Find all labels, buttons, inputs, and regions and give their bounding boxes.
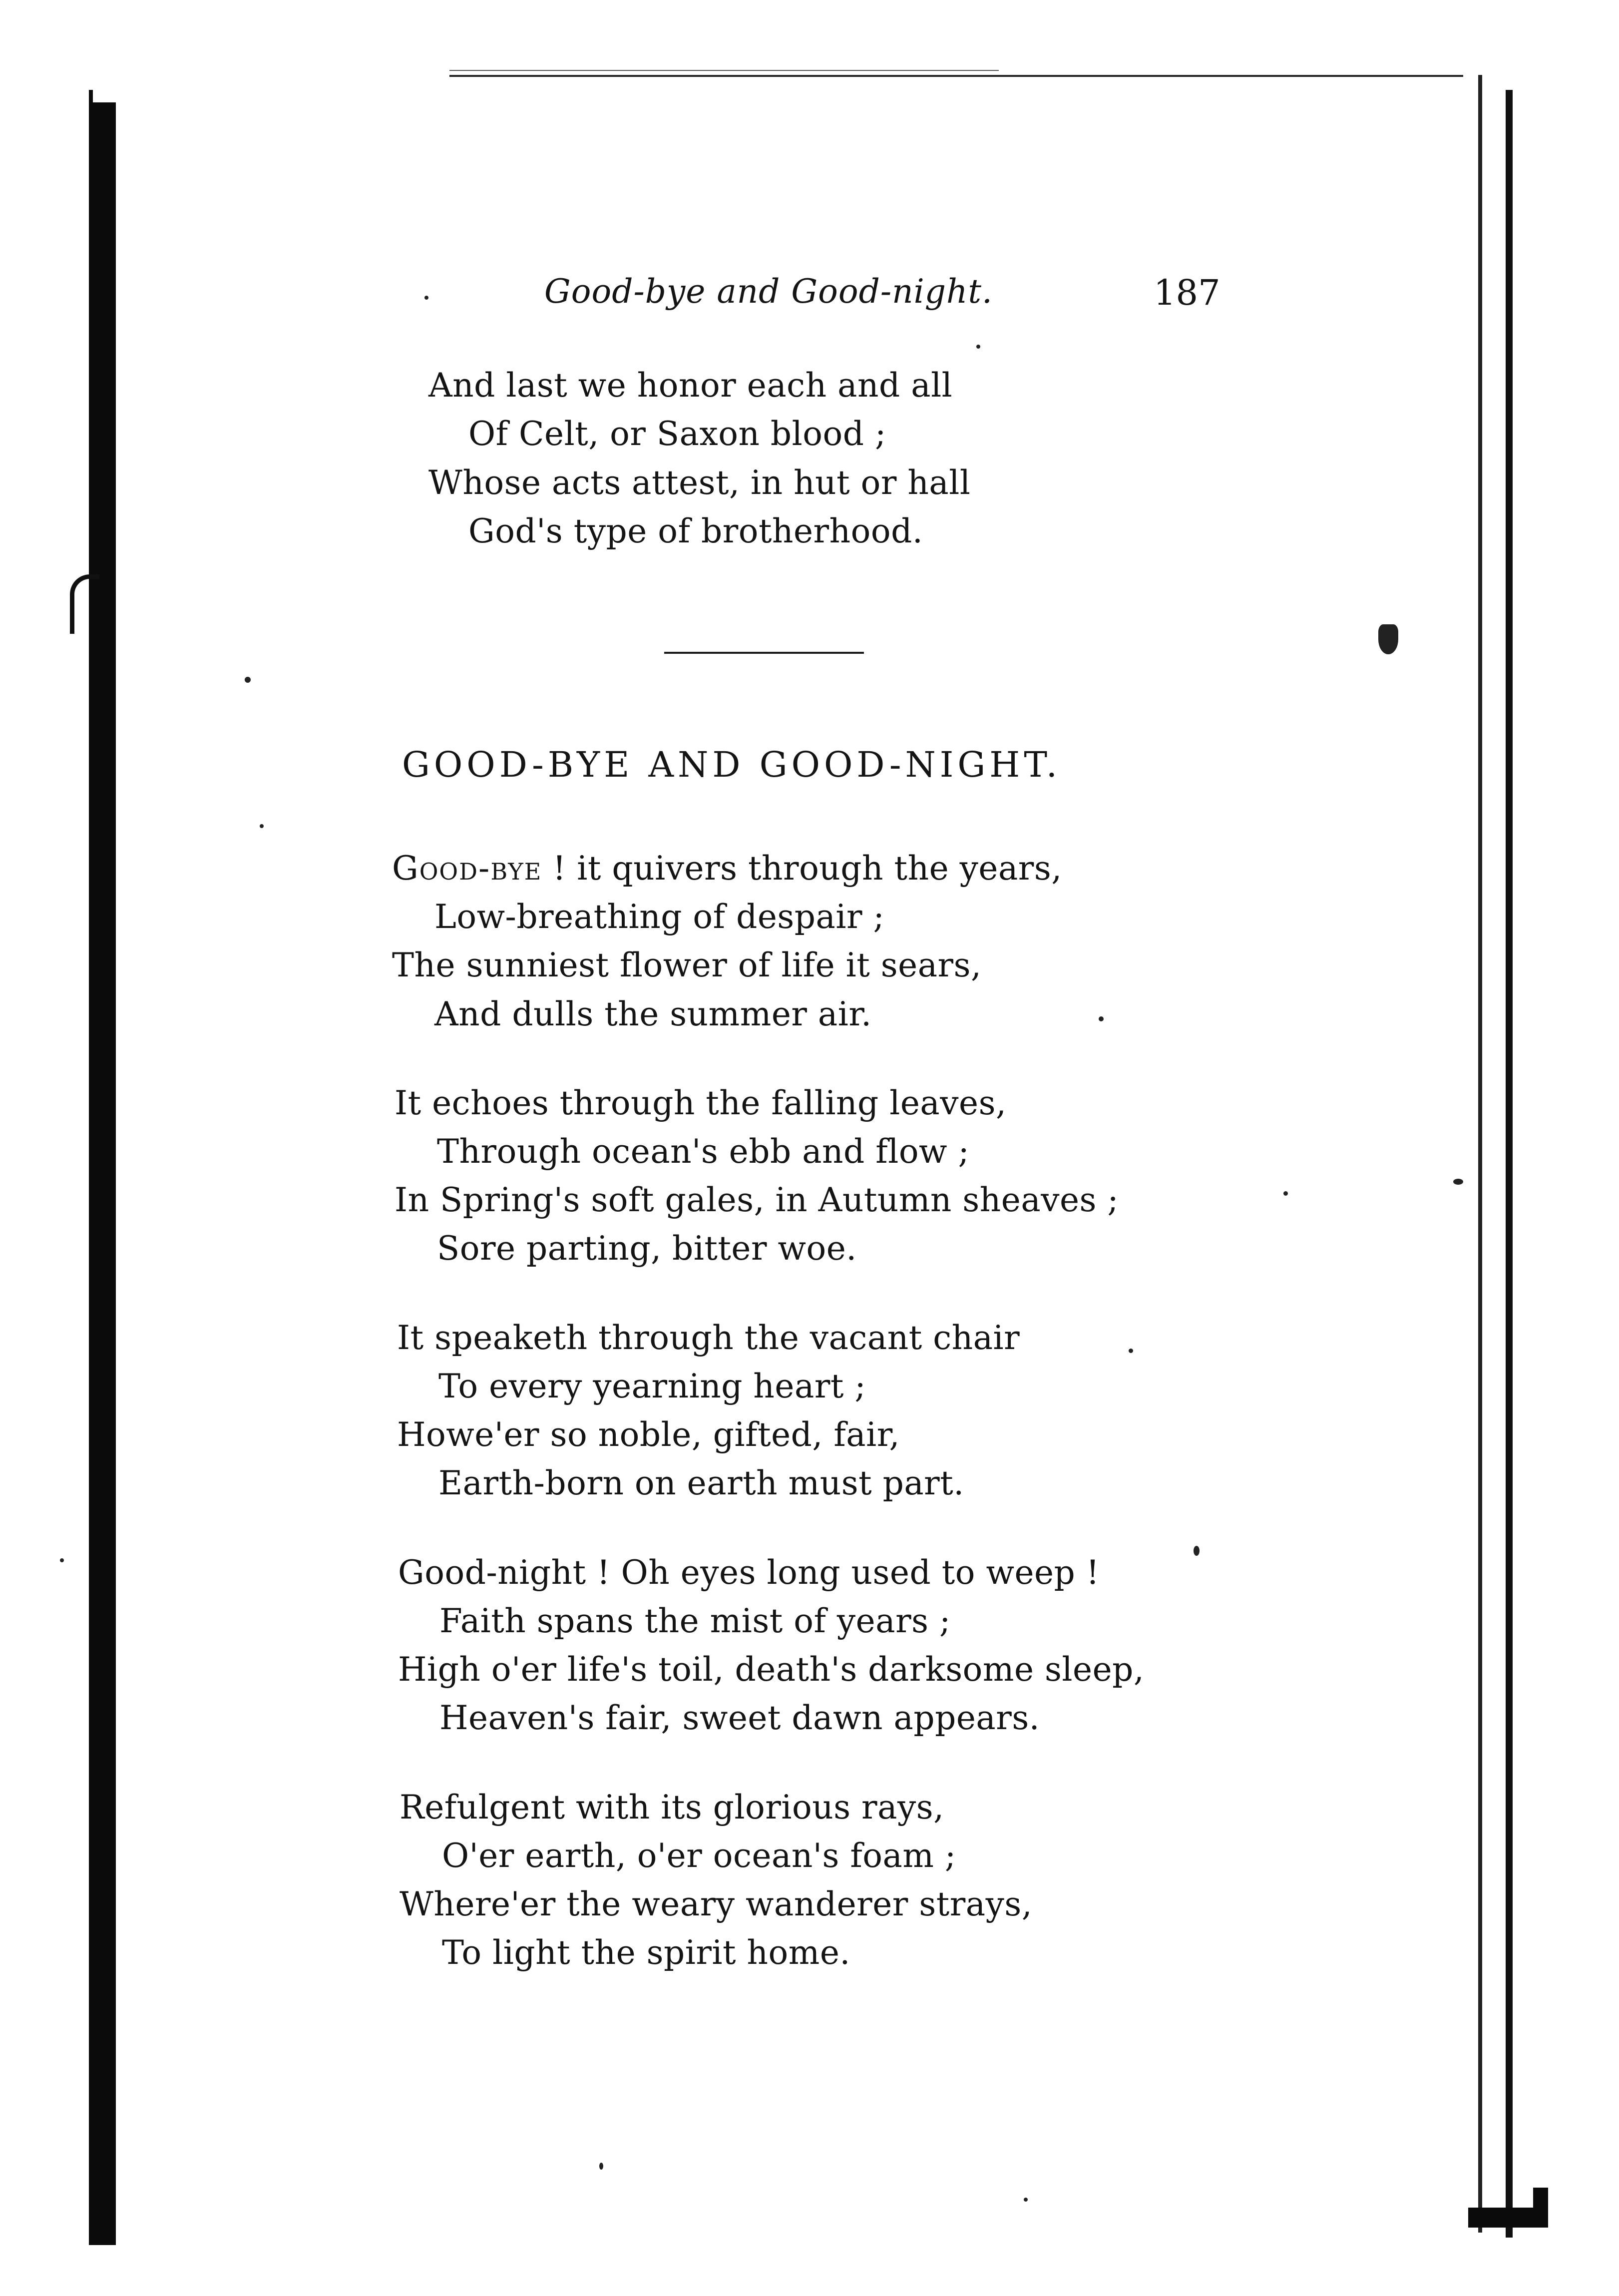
speck xyxy=(1283,1191,1288,1196)
verse-line: The sunniest flower of life it sears, xyxy=(392,946,982,984)
verse-line: Heaven's fair, sweet dawn appears. xyxy=(439,1699,1040,1737)
verse-line: Refulgent with its glorious rays, xyxy=(400,1788,944,1827)
speck xyxy=(424,296,428,300)
verse-line xyxy=(392,849,1062,888)
right-edge-line xyxy=(1478,75,1482,2233)
section-divider xyxy=(664,652,864,654)
verse-line: Earth-born on earth must part. xyxy=(438,1464,964,1502)
top-edge-line xyxy=(449,70,999,71)
verse-line: God's type of brotherhood. xyxy=(468,512,923,550)
bottom-corner-tab xyxy=(1533,2188,1548,2228)
page-curl-mark xyxy=(70,574,99,634)
speck xyxy=(245,677,251,683)
verse-line: To every yearning heart ; xyxy=(438,1367,866,1405)
verse-line-text: ! it quivers through the years, xyxy=(552,849,1062,888)
speck xyxy=(1378,624,1398,654)
verse-line: Howe'er so noble, gifted, fair, xyxy=(397,1415,900,1454)
right-edge-bar xyxy=(1506,90,1513,2238)
speck xyxy=(976,345,980,349)
speck xyxy=(1453,1179,1463,1185)
speck xyxy=(599,2163,603,2170)
top-edge-rule xyxy=(449,75,1463,77)
speck xyxy=(1024,2198,1028,2202)
verse-line: Whose acts attest, in hut or hall xyxy=(428,463,971,502)
verse-line: Through ocean's ebb and flow ; xyxy=(437,1132,970,1171)
verse-line: Faith spans the mist of years ; xyxy=(439,1602,951,1640)
verse-line: Where'er the weary wanderer strays, xyxy=(400,1885,1033,1923)
verse-line: O'er earth, o'er ocean's foam ; xyxy=(442,1837,956,1875)
verse-line: High o'er life's toil, death's darksome sleep, xyxy=(398,1650,1145,1689)
speck xyxy=(1194,1546,1200,1556)
verse-line: In Spring's soft gales, in Autumn sheaves ; xyxy=(395,1181,1119,1219)
verse-line: Sore parting, bitter woe. xyxy=(437,1229,857,1268)
first-word: Good-bye xyxy=(392,849,542,888)
verse-line: It speaketh through the vacant chair xyxy=(397,1319,1020,1357)
verse-line: Low-breathing of despair ; xyxy=(434,898,885,936)
verse-line: And dulls the summer air. xyxy=(434,995,872,1033)
page-number: 187 xyxy=(1154,272,1220,313)
running-head: Good-bye and Good-night. xyxy=(544,272,993,311)
binding-shadow xyxy=(89,102,116,2245)
binding-shadow-tick xyxy=(89,90,93,105)
verse-line: Good-night ! Oh eyes long used to weep ! xyxy=(398,1553,1100,1592)
verse-line: It echoes through the falling leaves, xyxy=(395,1084,1007,1122)
speck xyxy=(260,824,264,828)
verse-line: Of Celt, or Saxon blood ; xyxy=(468,415,886,453)
speck xyxy=(60,1558,64,1562)
poem-title: GOOD-BYE AND GOOD-NIGHT. xyxy=(402,744,1061,785)
verse-line: To light the spirit home. xyxy=(442,1933,850,1972)
verse-line: And last we honor each and all xyxy=(428,366,953,405)
speck xyxy=(1099,1016,1104,1021)
speck xyxy=(1129,1349,1133,1353)
